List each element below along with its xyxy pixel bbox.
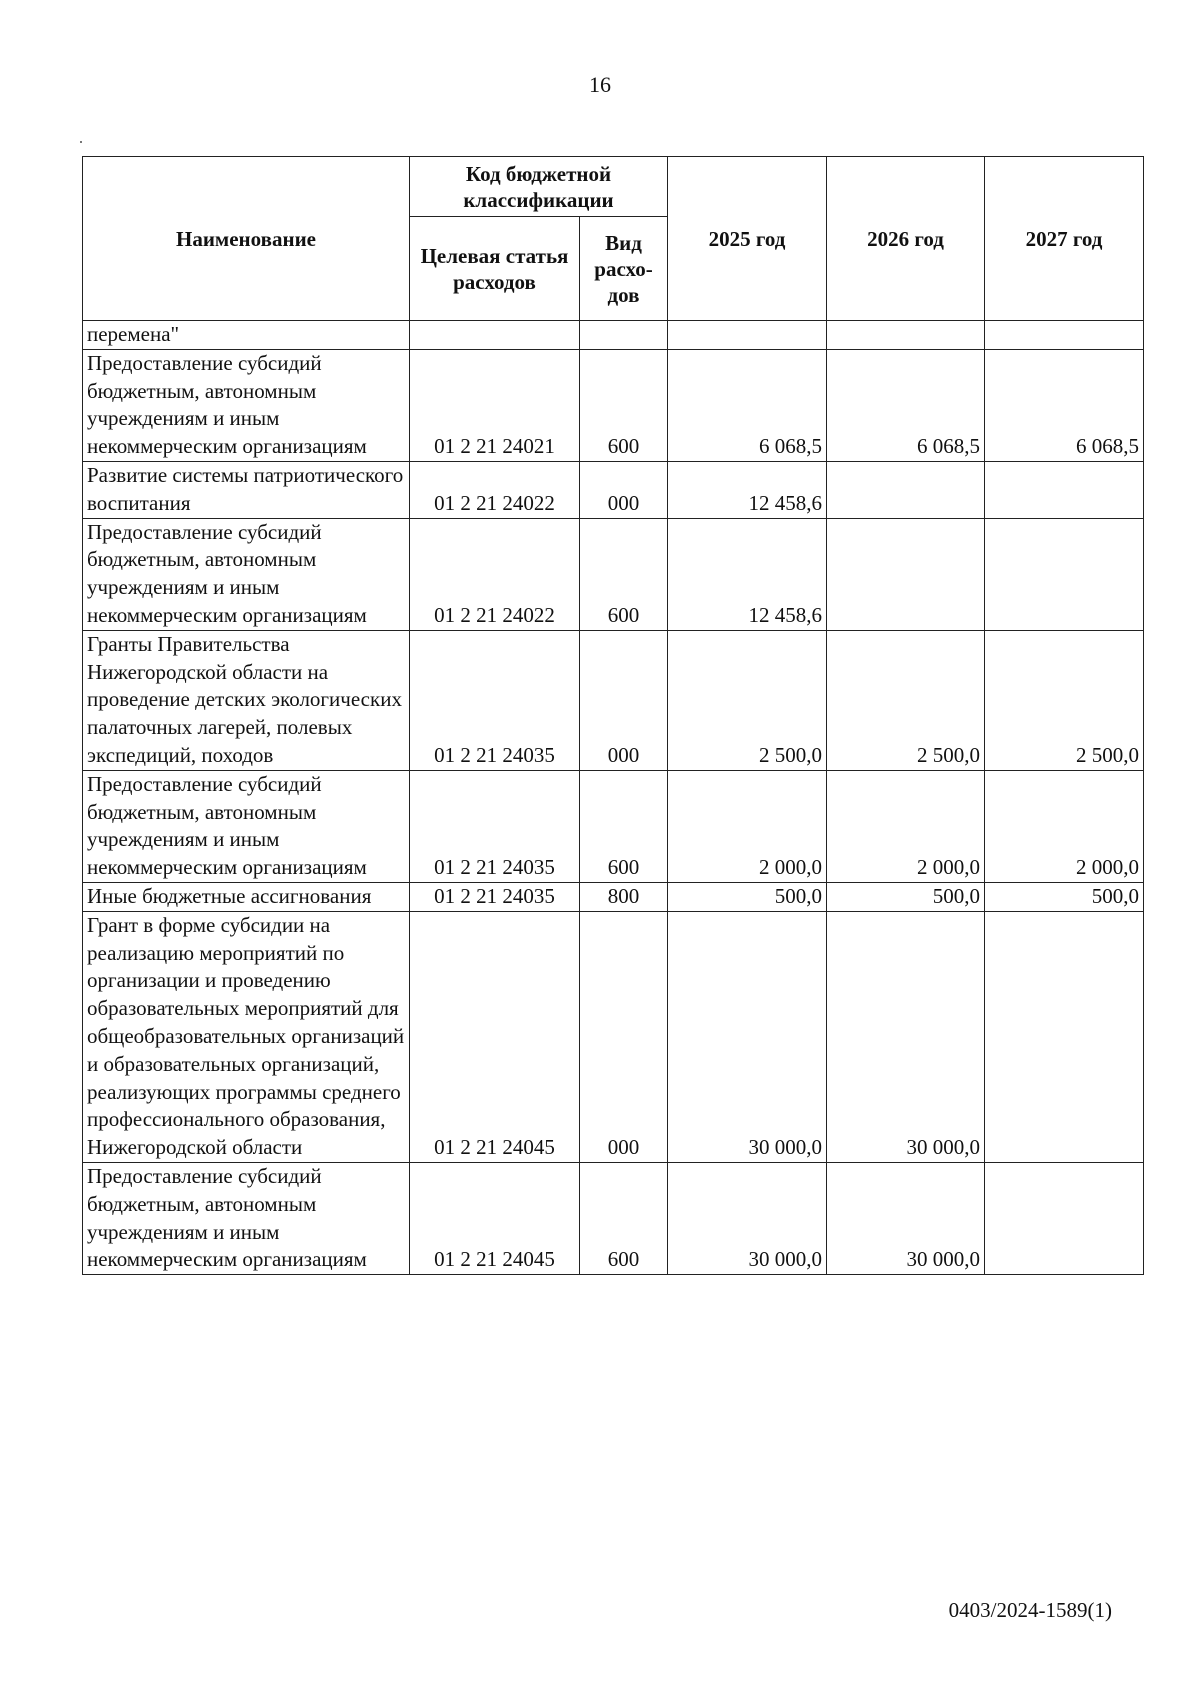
cell-year-2025: 30 000,0 — [668, 911, 827, 1162]
cell-name: Предоставление субсидий бюджетным, автономным учреждениям и иным некоммерческим организациям — [83, 770, 410, 882]
cell-name: перемена" — [83, 321, 410, 350]
cell-year-2025 — [668, 321, 827, 350]
cell-year-2025: 2 500,0 — [668, 630, 827, 770]
cell-target-article: 01 2 21 24035 — [410, 882, 580, 911]
cell-year-2025: 30 000,0 — [668, 1162, 827, 1274]
cell-year-2026: 2 000,0 — [827, 770, 985, 882]
header-target-article: Целевая статья расходов — [410, 217, 580, 321]
cell-target-article: 01 2 21 24045 — [410, 1162, 580, 1274]
cell-year-2026 — [827, 518, 985, 630]
header-expense-type: Вид расхо-дов — [580, 217, 668, 321]
cell-expense-type: 800 — [580, 882, 668, 911]
cell-year-2027 — [985, 1162, 1144, 1274]
table-header — [83, 157, 1144, 321]
cell-expense-type: 000 — [580, 630, 668, 770]
cell-year-2027 — [985, 321, 1144, 350]
cell-expense-type: 600 — [580, 349, 668, 461]
cell-year-2027: 500,0 — [985, 882, 1144, 911]
cell-target-article: 01 2 21 24035 — [410, 630, 580, 770]
table-row — [83, 1162, 1144, 1274]
cell-year-2027 — [985, 461, 1144, 518]
header-name: Наименование — [83, 157, 410, 321]
page-number: 16 — [589, 72, 611, 97]
cell-name: Развитие системы патриотического воспитания — [83, 461, 410, 518]
header-year-2026: 2026 год — [827, 157, 985, 321]
cell-year-2025: 6 068,5 — [668, 349, 827, 461]
cell-year-2026: 30 000,0 — [827, 1162, 985, 1274]
table-row — [83, 770, 1144, 882]
table-body — [83, 321, 1144, 1275]
cell-name: Грант в форме субсидии на реализацию мероприятий по организации и проведению образовательных мероприятий для общеобразовательных организаций и образовательных организаций, реализующих программы среднего профессионального образования, Нижегородской области — [83, 911, 410, 1162]
cell-year-2027: 6 068,5 — [985, 349, 1144, 461]
cell-expense-type: 600 — [580, 1162, 668, 1274]
cell-year-2026 — [827, 461, 985, 518]
cell-target-article: 01 2 21 24021 — [410, 349, 580, 461]
cell-year-2026 — [827, 321, 985, 350]
table-row — [83, 630, 1144, 770]
cell-year-2025: 12 458,6 — [668, 461, 827, 518]
cell-year-2027: 2 000,0 — [985, 770, 1144, 882]
cell-name: Предоставление субсидий бюджетным, автономным учреждениям и иным некоммерческим организациям — [83, 1162, 410, 1274]
document-code: 0403/2024-1589(1) — [948, 1598, 1112, 1622]
cell-name: Иные бюджетные ассигнования — [83, 882, 410, 911]
header-year-2025: 2025 год — [668, 157, 827, 321]
cell-target-article — [410, 321, 580, 350]
table-row — [83, 349, 1144, 461]
cell-year-2027 — [985, 518, 1144, 630]
cell-target-article: 01 2 21 24022 — [410, 518, 580, 630]
cell-target-article: 01 2 21 24022 — [410, 461, 580, 518]
scan-artifact — [80, 141, 82, 143]
cell-year-2026: 6 068,5 — [827, 349, 985, 461]
table-row — [83, 911, 1144, 1162]
table-row — [83, 882, 1144, 911]
table-row — [83, 461, 1144, 518]
budget-table — [82, 156, 1144, 1275]
cell-expense-type — [580, 321, 668, 350]
cell-expense-type: 600 — [580, 770, 668, 882]
cell-year-2027: 2 500,0 — [985, 630, 1144, 770]
table-row — [83, 321, 1144, 350]
cell-expense-type: 600 — [580, 518, 668, 630]
cell-target-article: 01 2 21 24035 — [410, 770, 580, 882]
table-row — [83, 518, 1144, 630]
cell-name: Гранты Правительства Нижегородской области на проведение детских экологических палаточных лагерей, полевых экспедиций, походов — [83, 630, 410, 770]
cell-year-2027 — [985, 911, 1144, 1162]
cell-year-2025: 2 000,0 — [668, 770, 827, 882]
cell-year-2026: 2 500,0 — [827, 630, 985, 770]
cell-year-2025: 12 458,6 — [668, 518, 827, 630]
cell-expense-type: 000 — [580, 911, 668, 1162]
cell-year-2025: 500,0 — [668, 882, 827, 911]
cell-name: Предоставление субсидий бюджетным, автономным учреждениям и иным некоммерческим организациям — [83, 518, 410, 630]
cell-year-2026: 500,0 — [827, 882, 985, 911]
header-budget-code-group: Код бюджетной классификации — [410, 157, 668, 217]
cell-name: Предоставление субсидий бюджетным, автономным учреждениям и иным некоммерческим организациям — [83, 349, 410, 461]
cell-target-article: 01 2 21 24045 — [410, 911, 580, 1162]
cell-year-2026: 30 000,0 — [827, 911, 985, 1162]
header-year-2027: 2027 год — [985, 157, 1144, 321]
cell-expense-type: 000 — [580, 461, 668, 518]
